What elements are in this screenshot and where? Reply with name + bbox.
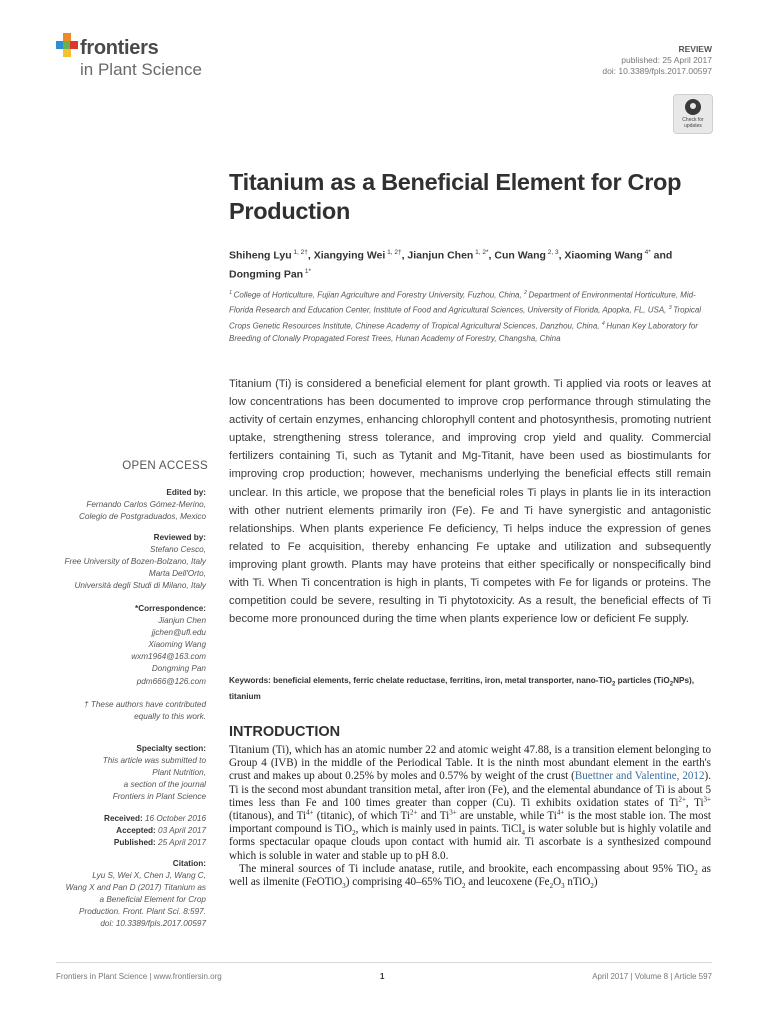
specialty-line: Plant Nutrition,: [152, 768, 206, 778]
keywords-text: beneficial elements, ferric chelate reductase, ferritins, iron, metal transporter, nano-TiO: [273, 676, 612, 685]
correspondence-section: [36, 603, 206, 688]
author-list: Shiheng Lyu $^{1, 2\dagger}$, Xiangying Wei $^{1, 2\dagger}$, Jianjun Chen $^{1, 2*}$, Cun Wang $^{2, 3}$, Xiaoming Wang $^{4*}$ and Dongming Pan $^{1*}$: [229, 249, 673, 280]
reviewer-line: Free University of Bozen-Bolzano, Italy: [64, 557, 206, 567]
affiliation-number: 3: [668, 305, 674, 312]
bookmark-icon: [685, 99, 701, 115]
keywords-label: Keywords:: [229, 676, 271, 685]
paragraph: The mineral sources of Ti include anatase, rutile, and brookite, each encompassing about 95% TiO$_2$ as well as ilmenite (FeOTiO$_3$) comprising 40–65% TiO$_2$ and leucoxene ($Fe_2O_3$ nTiO$_2$): [229, 862, 712, 891]
specialty-line: a section of the journal: [123, 780, 206, 790]
citation-link[interactable]: Buettner and Valentine, 2012: [574, 770, 705, 783]
author-affiliation-marker: 4*: [642, 249, 651, 256]
section-heading-introduction: INTRODUCTION: [229, 724, 341, 740]
keywords: [229, 675, 711, 703]
footer-issue-info: April 2017 | Volume 8 | Article 597: [592, 972, 712, 981]
author-name[interactable]: Shiheng Lyu: [229, 249, 292, 262]
accepted-date: 03 April 2017: [158, 826, 206, 836]
reviewer-line: Marta Dell'Orto,: [148, 569, 206, 579]
author-name[interactable]: Dongming Pan: [229, 268, 304, 280]
affiliations: [229, 287, 709, 345]
published-label: Published:: [113, 838, 156, 848]
correspondent-name: Xiaoming Wang: [148, 640, 206, 650]
author-affiliation-marker: 1, 2*: [473, 249, 489, 256]
published-date-side: 25 April 2017: [158, 838, 206, 848]
correspondence-heading: *Correspondence:: [135, 604, 206, 613]
abstract: Titanium (Ti) is considered a beneficial element for plant growth. Ti applied via roots or leaves at low concentrations has been documented to improve crop performance through stimulating the activity of certain enzymes, enhancing chlorophyll content and photosynthesis, promoting nutrient uptake, strengthening stress tolerance, and improving crop yield and quality. Commercial fertilizers containing Ti, such as Tytanit and Mg-Titanit, have been used as biostimulants for improving crop production; however, mechanisms underlying the beneficial effects still remain unclear. In this article, we propose that the beneficial roles Ti plays in plants lie in its interaction with other nutrient elements primarily iron (Fe). Fe and Ti have synergistic and antagonistic relationships. When plants experience Fe deficiency, Ti helps induce the expression of genes related to Fe acquisition, thereby enhancing Fe uptake and utilization and subsequently improving plant growth. Plants may have proteins that either specifically or nonspecifically bind with Ti. When Ti concentration is high in plants, Ti competes with Fe for ligands or proteins. The competition could be severe, resulting in Ti phytotoxicity. As a result, the beneficial effects of Ti become more pronounced during the time when plants experience low or deficient Fe supply.: [229, 378, 711, 626]
footer-divider: [56, 962, 712, 963]
edited-by-section: [36, 487, 206, 523]
editor-line: Fernando Carlos Gómez-Merino,: [86, 500, 206, 510]
journal-name: in Plant Science: [80, 60, 202, 79]
reviewed-by-heading: Reviewed by:: [153, 533, 206, 542]
correspondent-name: Jianjun Chen: [158, 616, 206, 626]
citation-line: Wang X and Pan D (2017) Titanium as: [65, 883, 206, 893]
correspondent-email[interactable]: wxm1964@163.com: [131, 652, 206, 662]
subscript: 2: [669, 681, 674, 688]
footer-journal-link[interactable]: Frontiers in Plant Science | www.frontiersin.org: [56, 972, 222, 981]
accepted-label: Accepted:: [116, 826, 156, 836]
published-date: published: 25 April 2017: [621, 55, 712, 65]
article-meta: [602, 44, 712, 77]
received-date: 16 October 2016: [145, 814, 206, 823]
page-number: 1: [380, 972, 385, 981]
equal-contribution-note: [36, 699, 206, 723]
received-label: Received:: [104, 814, 143, 823]
paragraph: Titanium (Ti), which has an atomic number 22 and atomic weight 47.88, is a transition element belonging to Group 4 (IVB) in the middle of the Periodical Table. It is the ninth most abundant element in the earth's crust and makes up about 0.25% by moles and 0.57% by weight of the crust (Buettner and Valentine, 2012). Ti is the second most abundant transition metal, after iron (Fe), and the elemental abundance of Ti is about 5 times less than Fe and 100 times greater than copper (Cu). Ti exhibits oxidation states of $Ti^{2+}$, $Ti^{3+}$ (titanous), and $Ti^{4+}$ (titanic), of which $Ti^{2+}$ and $Ti^{3+}$ are unstable, while $Ti^{4+}$ is the most stable ion. The most important compound is TiO$_2$, which is mainly used in paints. TiCl$_4$ is water soluble but is highly volatile and forms spectacular opaque clouds upon contact with humid air. Ti ascorbate is a synthesized compound which is soluble in water and stable up to pH 8.0.: [229, 744, 712, 862]
reviewed-by-section: [36, 532, 206, 592]
affiliation-text: Hunan Key Laboratory for Breeding of Clonally Propagated Forest Trees, Hunan Academy of Forestry, Changsha, China: [229, 321, 698, 343]
reviewer-line: Stefano Cesco,: [150, 545, 206, 555]
note-line: equally to this work.: [134, 712, 206, 722]
affiliation-text: Tropical Crops Genetic Resources Institute, Chinese Academy of Tropical Agricultural Sciences, Danzhou, China,: [229, 305, 702, 331]
affiliation-number: 2: [523, 290, 529, 296]
citation-section: [36, 858, 206, 931]
editor-line: Colegio de Postgraduados, Mexico: [79, 512, 206, 522]
brand-name: frontiers: [80, 37, 159, 59]
introduction-body: [229, 744, 711, 889]
author-affiliation-marker: 1, 2†: [385, 249, 402, 256]
citation-line: a Beneficial Element for Crop: [99, 895, 206, 905]
subscript: 2: [611, 681, 616, 688]
edited-by-heading: Edited by:: [166, 488, 206, 497]
citation-doi[interactable]: doi: 10.3389/fpls.2017.00597: [100, 919, 206, 929]
correspondent-email[interactable]: jjchen@ufl.edu: [151, 628, 206, 638]
correspondent-email[interactable]: pdm666@126.com: [136, 676, 206, 686]
citation-heading: Citation:: [172, 859, 206, 868]
dates-section: [36, 813, 206, 849]
specialty-section: [36, 743, 206, 803]
citation-line: Lyu S, Wei X, Chen J, Wang C,: [92, 871, 206, 881]
reviewer-line: Università degli Studi di Milano, Italy: [74, 581, 206, 591]
affiliation-text: College of Horticulture, Fujian Agriculture and Forestry University, Fuzhou, China,: [233, 290, 524, 300]
author-affiliation-marker: 1, 2†: [291, 249, 308, 256]
author-affiliation-marker: 2, 3: [545, 249, 559, 256]
keywords-text: particles (TiO: [615, 676, 670, 685]
article-title: Titanium as a Beneficial Element for Crop Production: [229, 169, 682, 224]
note-line: † These authors have contributed: [84, 700, 206, 709]
affiliation-number: 1: [229, 290, 234, 296]
check-for-updates-button[interactable]: [673, 94, 713, 134]
specialty-line: This article was submitted to: [102, 756, 206, 766]
keywords-text: NPs), titanium: [229, 676, 695, 701]
journal-logo[interactable]: [56, 33, 226, 81]
specialty-line: Frontiers in Plant Science: [112, 792, 206, 802]
doi-link[interactable]: doi: 10.3389/fpls.2017.00597: [602, 66, 712, 76]
open-access-label: OPEN ACCESS: [122, 460, 208, 472]
author-affiliation-marker: 1*: [303, 267, 312, 275]
author-name[interactable]: Jianjun Chen: [407, 249, 474, 262]
frontiers-logo-icon: [56, 33, 78, 63]
author-name[interactable]: Cun Wang: [494, 249, 546, 262]
article-type: REVIEW: [678, 44, 712, 54]
correspondent-name: Dongming Pan: [151, 664, 206, 674]
check-updates-label: Check for updates: [682, 117, 704, 129]
author-name[interactable]: Xiaoming Wang: [564, 249, 643, 262]
affiliation-text: Department of Environmental Horticulture, Mid-Florida Research and Education Center, Institute of Food and Agricultural Sciences, University of Florida, Apopka, FL, USA,: [229, 290, 696, 315]
author-name[interactable]: Xiangying Wei: [313, 249, 386, 262]
specialty-heading: Specialty section:: [136, 744, 206, 753]
affiliation-number: 4: [601, 320, 607, 327]
citation-line: Production. Front. Plant Sci. 8:597.: [79, 907, 206, 917]
